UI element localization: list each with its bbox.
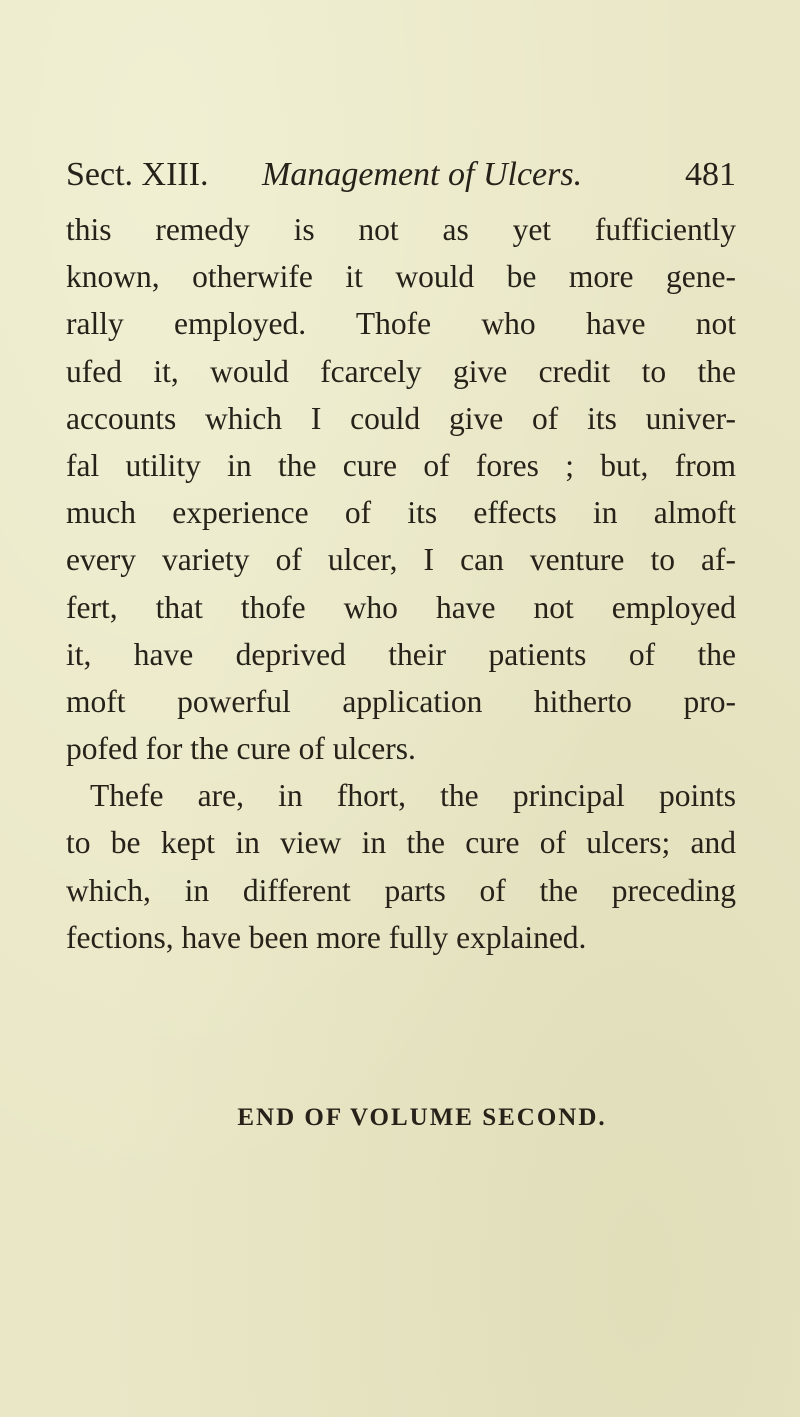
text-line: which, in different parts of the preceding (66, 872, 736, 908)
text-line: pofed for the cure of ulcers. (66, 731, 416, 767)
text-line: moft powerful application hitherto pro- (66, 683, 736, 719)
text-line: fert, that thofe who have not employed (66, 589, 736, 625)
text-line: accounts which I could give of its univer- (66, 400, 736, 436)
body-text (66, 206, 736, 961)
text-line: rally employed. Thofe who have not (66, 306, 736, 342)
running-title: Management of Ulcers. (262, 156, 583, 193)
text-line: every variety of ulcer, I can venture to af- (66, 542, 736, 578)
page-number: 481 (685, 156, 736, 193)
text-line: ufed it, would fcarcely give credit to the (66, 353, 736, 389)
end-note-text: END OF VOLUME SECOND. (237, 1104, 607, 1131)
text-line: fections, have been more fully explained. (66, 919, 587, 955)
text-line: this remedy is not as yet fufficiently (66, 212, 736, 247)
text-line: it, have deprived their patients of the (66, 636, 736, 672)
section-label: Sect. XIII. (66, 156, 209, 193)
text-line: to be kept in view in the cure of ulcers; and (66, 825, 736, 861)
running-head (66, 150, 736, 200)
text-line: much experience of its effects in almoft (66, 495, 736, 531)
text-line: Thefe are, in fhort, the principal points (90, 778, 736, 814)
paragraph-2 (66, 772, 736, 961)
text-line: known, otherwife it would be more gene- (66, 259, 736, 295)
text-line: fal utility in the cure of fores ; but, from (66, 447, 736, 483)
paragraph-1 (66, 206, 736, 772)
end-of-volume-note (0, 1098, 800, 1138)
